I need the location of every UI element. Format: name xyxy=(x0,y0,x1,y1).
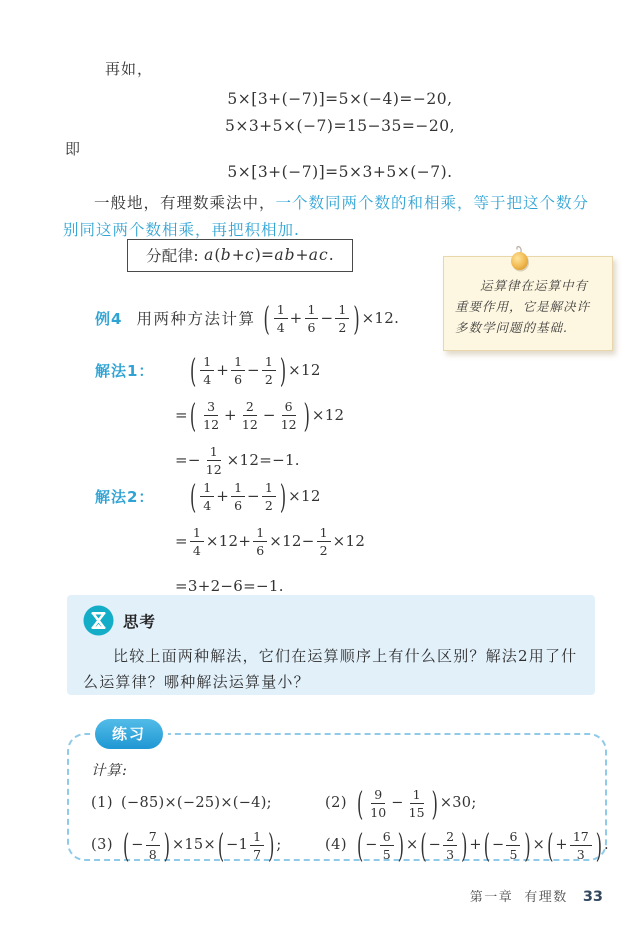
think-header xyxy=(83,605,579,636)
example-label: 例4 xyxy=(95,309,123,328)
item-number: (4) xyxy=(325,837,348,853)
margin-note xyxy=(443,256,613,351)
practice-instruction: 计算: xyxy=(91,763,128,779)
intro-lead: 再如， xyxy=(105,60,154,78)
item-expression: ( − $\frac{7}{8}$ ) ×15× ( −1 $\frac{1}{7}$ ) ; xyxy=(123,825,282,865)
item-number: (3) xyxy=(91,837,114,853)
practice-badge: 练习 xyxy=(95,719,163,749)
page-footer xyxy=(470,886,603,905)
equation-2: 5×3+5×(−7)=15−35=−20, xyxy=(224,117,456,135)
rule-intro-text: 一般地，有理数乘法中， xyxy=(94,194,276,212)
item-expression: ( − $\frac{6}{5}$ ) × ( − $\frac{2}{3}$ ) + ( − $\frac{6}{5}$ ) × ( + $\frac{17}{3}$ ) . xyxy=(357,825,609,865)
solution-2-step-2: = $\frac{1}{4}$ ×12+ $\frac{1}{6}$ ×12− $\frac{1}{2}$ ×12 xyxy=(175,524,366,558)
solution-2-steps xyxy=(175,476,365,611)
practice-items xyxy=(91,782,609,866)
solution-1-step-2: = ( $\frac{3}{12}$ + $\frac{2}{12}$ − $\frac{6}{12}$ ) ×12 xyxy=(175,395,345,435)
equation-3: 5×[3+(−7)]=5×3+5×(−7). xyxy=(227,163,453,181)
footer-book-title: 有理数 xyxy=(524,890,568,905)
distributive-law-box: 分配律: a ( b + c )= ab + ac . xyxy=(127,239,353,272)
item-number: (1) xyxy=(91,795,114,811)
practice-item-4 xyxy=(325,824,609,866)
page-number: 33 xyxy=(582,889,603,905)
solution-1-label: 解法1： xyxy=(95,362,155,380)
think-question: 比较上面两种解法，它们在运算顺序上有什么区别？解法2用了什么运算律？哪种解法运算量小？ xyxy=(83,647,578,691)
practice-box xyxy=(67,725,609,865)
solution-1-step-1: ( $\frac{1}{4}$ + $\frac{1}{6}$ − $\frac{1}{2}$ ) ×12 xyxy=(190,350,321,390)
think-title: 思考 xyxy=(123,612,157,631)
solution-1 xyxy=(95,350,344,485)
general-rule-paragraph xyxy=(63,190,603,244)
solution-1-steps xyxy=(175,350,344,485)
solution-2-label: 解法2： xyxy=(95,488,155,506)
example-prompt: 用两种方法计算 xyxy=(136,310,256,328)
item-number: (2) xyxy=(325,795,348,811)
pushpin-icon xyxy=(506,243,534,273)
solution-1-step-3: =− $\frac{1}{12}$ ×12=−1. xyxy=(175,443,300,477)
equation-1: 5×[3+(−7)]=5×(−4)=−20, xyxy=(227,90,453,108)
solution-2-step-3: =3+2−6=−1. xyxy=(175,577,284,595)
think-box xyxy=(67,595,595,695)
solution-2-step-1: ( $\frac{1}{4}$ + $\frac{1}{6}$ − $\frac{1}{2}$ ) ×12 xyxy=(190,476,321,516)
example-4 xyxy=(95,298,399,338)
practice-item-1 xyxy=(91,782,325,824)
hourglass-icon xyxy=(83,605,114,636)
solution-2 xyxy=(95,476,365,611)
item-expression: ( $\frac{9}{10}$ − $\frac{1}{15}$ ) ×30; xyxy=(357,783,477,823)
note-text: 运算律在运算中有重要作用，它是解决许多数学问题的基础. xyxy=(455,278,591,335)
footer-chapter: 第一章 xyxy=(469,890,514,905)
rule-highlight-text: 一个数同两个数的和相乘，等于把这个数分别同这两个数相乘，再把积相加. xyxy=(63,194,590,239)
example-expression: ( $\frac{1}{4}$ + $\frac{1}{6}$ − $\frac{1}{2}$ ) ×12. xyxy=(263,298,400,338)
practice-item-3 xyxy=(91,824,325,866)
item-expression: (−85)×(−25)×(−4); xyxy=(121,795,272,811)
connector-text: 即 xyxy=(65,140,82,158)
practice-item-2 xyxy=(325,782,609,824)
